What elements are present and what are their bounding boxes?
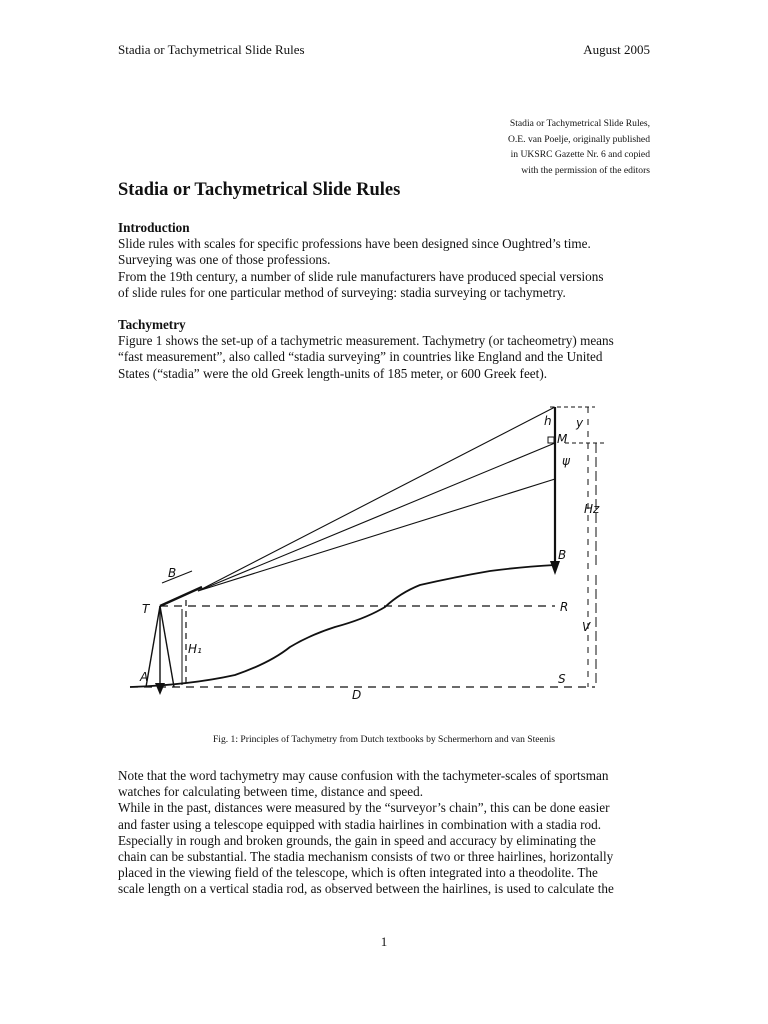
right-angle-mark bbox=[548, 437, 554, 443]
credit-line: Stadia or Tachymetrical Slide Rules, bbox=[509, 118, 650, 129]
credit-line: with the permission of the editors bbox=[521, 164, 650, 176]
tachymetry-section bbox=[118, 317, 658, 382]
sight-line-top bbox=[198, 407, 555, 591]
running-header-title: Stadia or Tachymetrical Slide Rules bbox=[118, 42, 305, 57]
terrain-profile bbox=[130, 565, 555, 687]
label-m: M bbox=[557, 432, 568, 446]
label-b-rod: B bbox=[558, 548, 567, 562]
label-v: V bbox=[582, 620, 591, 634]
label-a: A bbox=[140, 670, 149, 684]
paragraph-line: and faster using a telescope equipped with stadia hairlines in combination with a stadia rod. bbox=[118, 816, 602, 832]
paragraph-line: placed in the viewing field of the telescope, which is often integrated into a theodolite. The bbox=[118, 865, 598, 881]
page-number: 1 bbox=[380, 934, 388, 949]
label-phi: ψ bbox=[562, 454, 570, 468]
station-marker bbox=[155, 683, 165, 695]
label-h: h bbox=[544, 414, 552, 428]
telescope bbox=[160, 587, 202, 606]
section-heading: Introduction bbox=[118, 220, 190, 235]
credit-note bbox=[410, 116, 650, 178]
label-y: y bbox=[576, 416, 584, 430]
paragraph-line: watches for calculating between time, distance and speed. bbox=[118, 784, 424, 800]
paragraph-line: “fast measurement”, also called “stadia surveying” in countries like England and the United bbox=[118, 349, 603, 365]
credit-line: in UKSRC Gazette Nr. 6 and copied bbox=[510, 149, 650, 160]
paragraph-line: chain can be substantial. The stadia mechanism consists of two or three hairlines, horizontally bbox=[118, 849, 614, 865]
rod-foot-marker bbox=[550, 561, 560, 575]
b-dimension bbox=[162, 571, 192, 583]
section-heading: Tachymetry bbox=[118, 317, 186, 332]
label-r: R bbox=[560, 600, 569, 614]
tachymetry-diagram bbox=[110, 395, 630, 715]
running-header-date: August 2005 bbox=[583, 42, 650, 57]
label-hz: Hz bbox=[584, 502, 600, 516]
figure-caption: Fig. 1: Principles of Tachymetry from Dutch textbooks by Schermerhorn and van Steenis bbox=[212, 734, 556, 745]
label-b-top: B bbox=[168, 566, 177, 580]
introduction-section bbox=[118, 220, 658, 301]
label-s: S bbox=[558, 672, 566, 686]
paragraph-line: While in the past, distances were measured by the “surveyor’s chain”, this can be done easier bbox=[118, 800, 610, 816]
paragraph-line: Figure 1 shows the set-up of a tachymetric measurement. Tachymetry (or tacheometry) means bbox=[118, 333, 614, 349]
credit-line: O.E. van Poelje, originally published bbox=[507, 133, 650, 145]
paragraph-line: Slide rules with scales for specific professions have been designed since Oughtred’s time. bbox=[118, 236, 591, 252]
tripod-leg bbox=[160, 606, 174, 687]
paragraph-line: Especially in rough and broken grounds, the gain in speed and accuracy by eliminating the bbox=[118, 832, 596, 848]
paragraph-line: Surveying was one of those professions. bbox=[118, 252, 331, 268]
paragraph-line: From the 19th century, a number of slide rule manufacturers have produced special versions bbox=[118, 268, 604, 284]
label-h1: H₁ bbox=[188, 642, 202, 656]
body-section bbox=[118, 768, 658, 898]
sight-line-bottom bbox=[198, 479, 555, 591]
paragraph-line: States (“stadia” were the old Greek length-units of 185 meter, or 600 Greek feet). bbox=[118, 365, 548, 381]
label-t: T bbox=[142, 602, 150, 616]
paragraph-line: of slide rules for one particular method of surveying: stadia surveying or tachymetry. bbox=[118, 284, 566, 300]
label-d: D bbox=[352, 688, 362, 702]
paragraph-line: Note that the word tachymetry may cause confusion with the tachymeter-scales of sportsman bbox=[118, 768, 609, 783]
paragraph-line: scale length on a vertical stadia rod, as observed between the hairlines, is used to calculate the bbox=[118, 881, 614, 897]
document-title: Stadia or Tachymetrical Slide Rules bbox=[118, 180, 401, 200]
